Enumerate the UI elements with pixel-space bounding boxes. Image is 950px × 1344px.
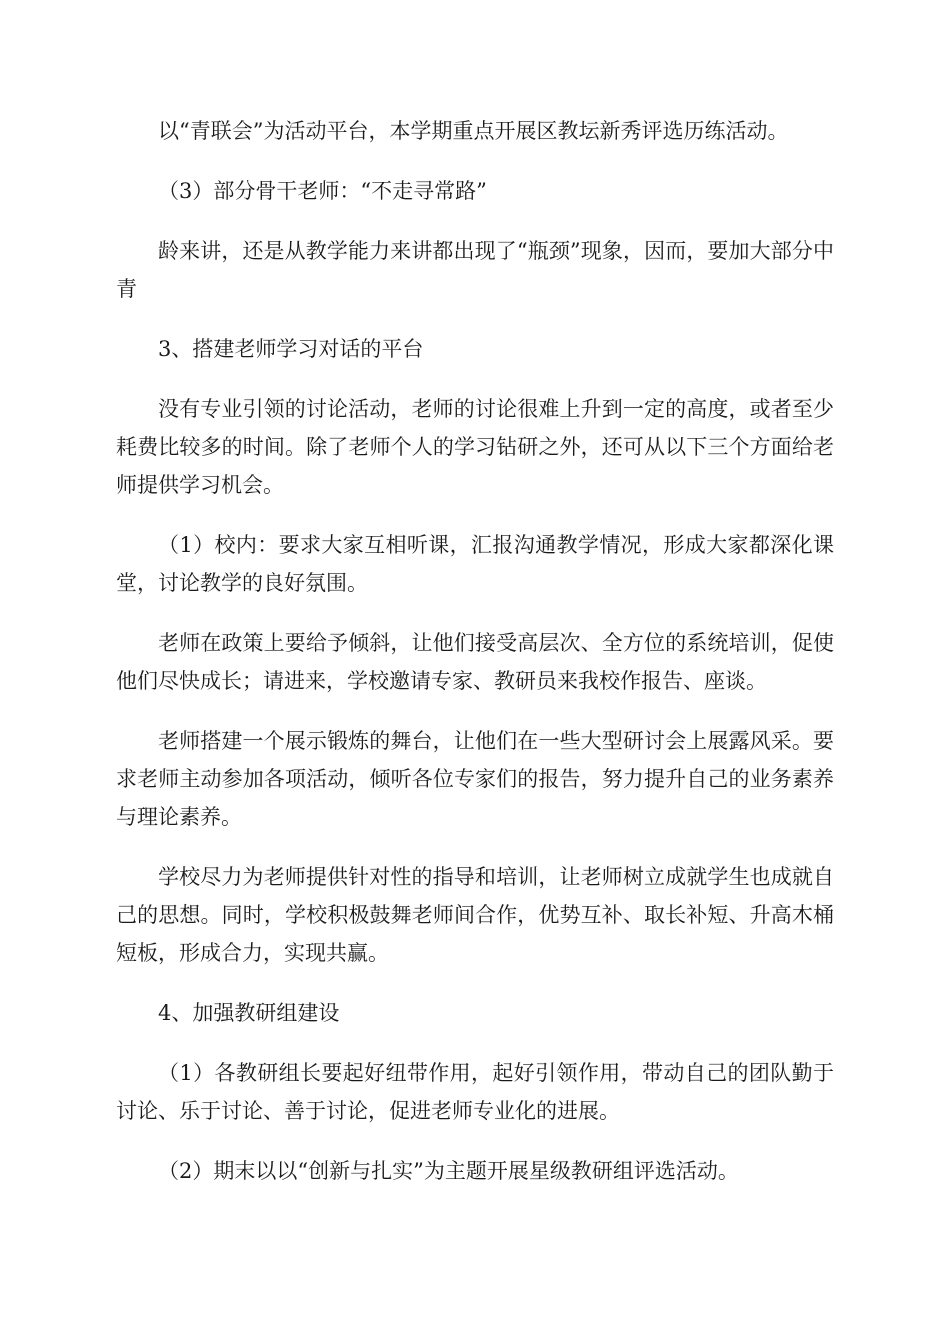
paragraph-platform: 以“青联会”为活动平台，本学期重点开展区教坛新秀评选历练活动。 (158, 119, 789, 143)
paragraph-group-leaders: （1）各教研组长要起好纽带作用，起好引领作用，带动自己的团队勤于讨论、乐于讨论、善于讨论，促进老师专业化的进展。 (116, 1061, 834, 1123)
section-heading-3: 3、搭建老师学习对话的平台 (158, 337, 424, 361)
paragraph-bottleneck: 龄来讲，还是从教学能力来讲都出现了“瓶颈”现象，因而，要加大部分中青 (116, 239, 834, 301)
paragraph-in-school: （1）校内：要求大家互相听课，汇报沟通教学情况，形成大家都深化课堂，讨论教学的良好氛围。 (116, 533, 834, 595)
paragraph-star-groups: （2）期末以以“创新与扎实”为主题开展星级教研组评选活动。 (158, 1159, 739, 1183)
paragraph-training: 学校尽力为老师提供针对性的指导和培训，让老师树立成就学生也成就自己的思想。同时，学校积极鼓舞老师间合作，优势互补、取长补短、升高木桶短板，形成合力，实现共赢。 (116, 865, 834, 965)
paragraph-backbone-teachers: （3）部分骨干老师：“不走寻常路” (158, 179, 487, 203)
paragraph-stage: 老师搭建一个展示锻炼的舞台，让他们在一些大型研讨会上展露风采。要求老师主动参加各项活动，倾听各位专家们的报告，努力提升自己的业务素养与理论素养。 (116, 729, 834, 829)
paragraph-policy: 老师在政策上要给予倾斜，让他们接受高层次、全方位的系统培训，促使他们尽快成长；请进来，学校邀请专家、教研员来我校作报告、座谈。 (116, 631, 834, 693)
section-heading-4: 4、加强教研组建设 (158, 1001, 340, 1025)
document-page (116, 112, 834, 1212)
paragraph-professional-guidance: 没有专业引领的讨论活动，老师的讨论很难上升到一定的高度，或者至少耗费比较多的时间。除了老师个人的学习钻研之外，还可从以下三个方面给老师提供学习机会。 (116, 397, 834, 497)
